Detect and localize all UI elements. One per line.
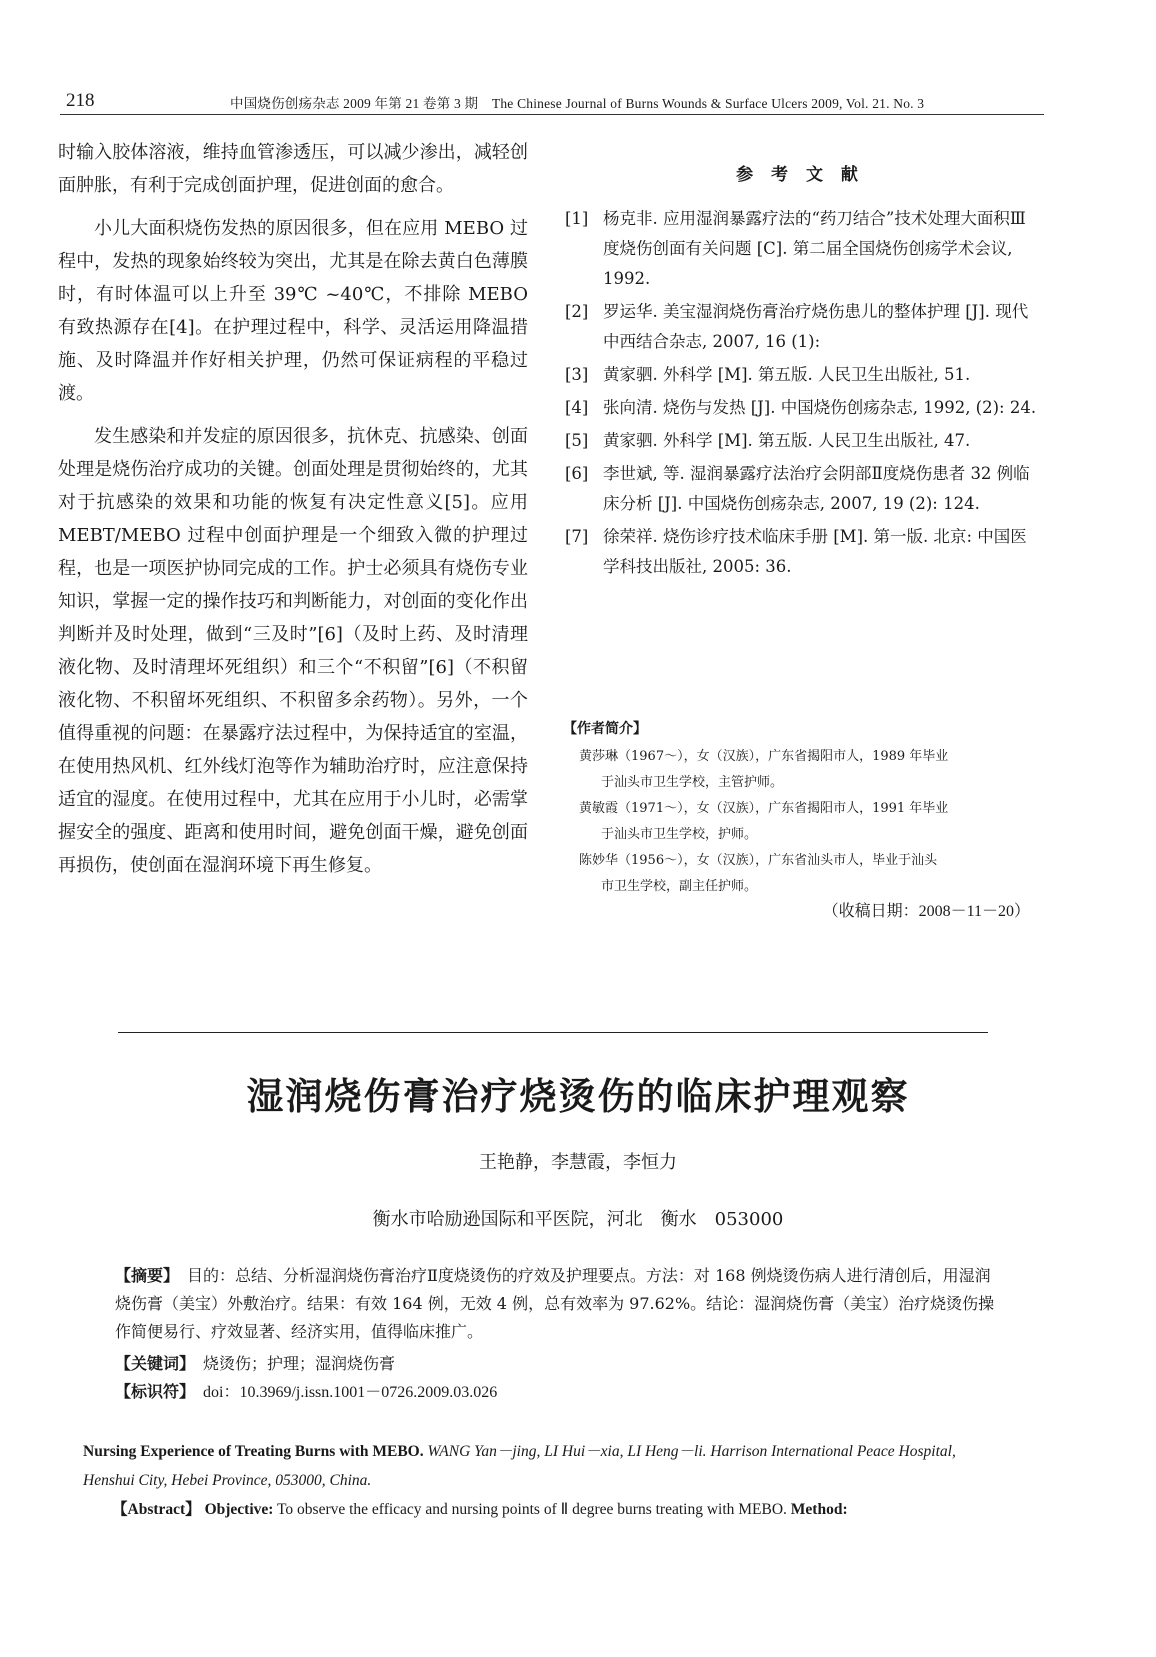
keywords-text: 烧烫伤；护理；湿润烧伤膏 [203, 1354, 396, 1373]
paragraph-3: 发生感染和并发症的原因很多，抗休克、抗感染、创面处理是烧伤治疗成功的关键。创面处理是贯彻始终的，尤其对于抗感染的效果和功能的恢复有决定性意义[5]。应用 MEBT/MEBO 过程中创面护理是一个细致入微的护理过程，也是一项医护协同完成的工作。护士必须具有烧伤专业知识，掌握一定的操作技巧和判断能力，对创面的变化作出判断并及时处理，做到“三及时”[6]（及时上药、及时清理液化物、及时清理坏死组织）和三个“不积留”[6]（不积留液化物、不积留坏死组织、不积留多余药物）。另外，一个值得重视的问题：在暴露疗法过程中，为保持适宜的室温，在使用热风机、红外线灯泡等作为辅助治疗时，应注意保持适宜的湿度。在使用过程中，尤其在应用于小儿时，必需掌握安全的强度、距离和使用时间，避免创面干燥，避免创面再损伤，使创面在湿润环境下再生修复。 [58, 426, 528, 876]
references-heading: 参 考 文 献 [736, 165, 864, 185]
reference-text: 李世斌, 等. 湿润暴露疗法治疗会阴部Ⅱ度烧伤患者 32 例临床分析 [J]. 中国烧伤创疡杂志, 2007, 19 (2): 124. [603, 464, 1030, 513]
author-bio-line: 黄莎琳（1967～），女（汉族），广东省揭阳市人，1989 年毕业 [579, 749, 949, 764]
reference-number: [7] [565, 527, 589, 546]
english-authors-affiliation: WANG Yan－jing, LI Hui－xia, LI Heng－li. Harrison International Peace Hospital, Henshui City, Hebei Province, 053000, China. [83, 1443, 956, 1489]
reference-item [565, 459, 1037, 519]
author-bio [563, 848, 1035, 900]
article-separator [118, 1032, 988, 1033]
reference-item [565, 297, 1037, 357]
keywords-label: 【关键词】 [115, 1354, 188, 1373]
header-rule [60, 114, 1044, 115]
author-bio-line: 陈妙华（1956～），女（汉族），广东省汕头市人，毕业于汕头 [579, 853, 938, 868]
reference-number: [3] [565, 365, 589, 384]
page-number: 218 [66, 90, 95, 111]
running-header: 中国烧伤创疡杂志 2009 年第 21 卷第 3 期 The Chinese Journal of Burns Wounds & Surface Ulcers 2009, Vol. 21. No. 3 [230, 96, 925, 111]
reference-item [565, 393, 1037, 423]
doi-text: doi：10.3969/j.issn.1001－0726.2009.03.026 [203, 1384, 498, 1401]
abstract-label: 【摘要】 [115, 1266, 172, 1285]
author-bio [563, 744, 1035, 796]
reference-item [565, 522, 1037, 582]
identifier-label: 【标识符】 [115, 1382, 188, 1401]
reference-item [565, 426, 1037, 456]
reference-list [565, 204, 1037, 585]
english-title-block [83, 1437, 1003, 1495]
left-column [58, 136, 528, 892]
reference-item [565, 360, 1037, 390]
english-abstract [112, 1497, 1012, 1519]
article-title: 湿润烧伤膏治疗烧烫伤的临床护理观察 [246, 1075, 910, 1118]
english-title: Nursing Experience of Treating Burns with MEBO. [83, 1443, 424, 1460]
objective-label: Objective: [204, 1501, 274, 1518]
author-bio-line: 市卫生学校，副主任护师。 [601, 879, 758, 894]
article-authors: 王艳静，李慧霞，李恒力 [479, 1152, 677, 1173]
article-affiliation: 衡水市哈励逊国际和平医院，河北 衡水 053000 [372, 1209, 784, 1230]
abstract-block [115, 1262, 995, 1346]
paragraph-1: 时输入胶体溶液，维持血管渗透压，可以减少渗出，减轻创面肿胀，有利于完成创面护理，促进创面的愈合。 [58, 142, 528, 196]
reference-number: [4] [565, 398, 589, 417]
author-bio-line: 于汕头市卫生学校，主管护师。 [601, 775, 784, 790]
author-bio [563, 796, 1035, 848]
reference-number: [1] [565, 209, 589, 228]
reference-text: 黄家驷. 外科学 [M]. 第五版. 人民卫生出版社, 51. [603, 365, 971, 384]
reference-text: 张向清. 烧伤与发热 [J]. 中国烧伤创疡杂志, 1992, (2): 24. [603, 398, 1037, 417]
author-bio-line: 于汕头市卫生学校，护师。 [601, 827, 758, 842]
identifier-line [115, 1378, 497, 1407]
received-date: （收稿日期：2008－11－20） [822, 903, 1030, 920]
paragraph-2: 小儿大面积烧伤发热的原因很多，但在应用 MEBO 过程中，发热的现象始终较为突出，尤其是在除去黄白色薄膜时，有时体温可以上升至 39℃ ~40℃，不排除 MEBO 有致热源存在[4]。在护理过程中，科学、灵活运用降温措施、及时降温并作好相关护理，仍然可保证病程的平稳过渡。 [58, 218, 528, 404]
reference-number: [6] [565, 464, 589, 483]
english-abstract-label: 【Abstract】 [112, 1501, 201, 1518]
reference-text: 罗运华. 美宝湿润烧伤膏治疗烧伤患儿的整体护理 [J]. 现代中西结合杂志, 2007, 16 (1): [603, 302, 1029, 351]
abstract-text: 目的：总结、分析湿润烧伤膏治疗Ⅱ度烧烫伤的疗效及护理要点。方法：对 168 例烧烫伤病人进行清创后，用湿润烧伤膏（美宝）外敷治疗。结果：有效 164 例，无效 4 例，总有效率为 97.62%。结论：湿润烧伤膏（美宝）治疗烧烫伤操作简便易行、疗效显著、经济实用，值得临床推广。 [115, 1266, 995, 1341]
reference-number: [2] [565, 302, 589, 321]
reference-text: 黄家驷. 外科学 [M]. 第五版. 人民卫生出版社, 47. [603, 431, 971, 450]
keywords-line [115, 1350, 395, 1378]
method-label: Method: [790, 1501, 848, 1518]
reference-item [565, 204, 1037, 294]
reference-text: 徐荣祥. 烧伤诊疗技术临床手册 [M]. 第一版. 北京: 中国医学科技出版社, 2005: 36. [603, 527, 1027, 576]
author-bio-line: 黄敏霞（1971～），女（汉族），广东省揭阳市人，1991 年毕业 [579, 801, 949, 816]
objective-text: To observe the efficacy and nursing points of Ⅱ degree burns treating with MEBO. [277, 1501, 787, 1518]
reference-number: [5] [565, 431, 589, 450]
author-bio-list [563, 744, 1035, 900]
reference-text: 杨克非. 应用湿润暴露疗法的“药刀结合”技术处理大面积Ⅲ度烧伤创面有关问题 [C]. 第二届全国烧伤创疡学术会议, 1992. [603, 209, 1026, 288]
author-bio-heading: 【作者简介】 [563, 721, 647, 737]
